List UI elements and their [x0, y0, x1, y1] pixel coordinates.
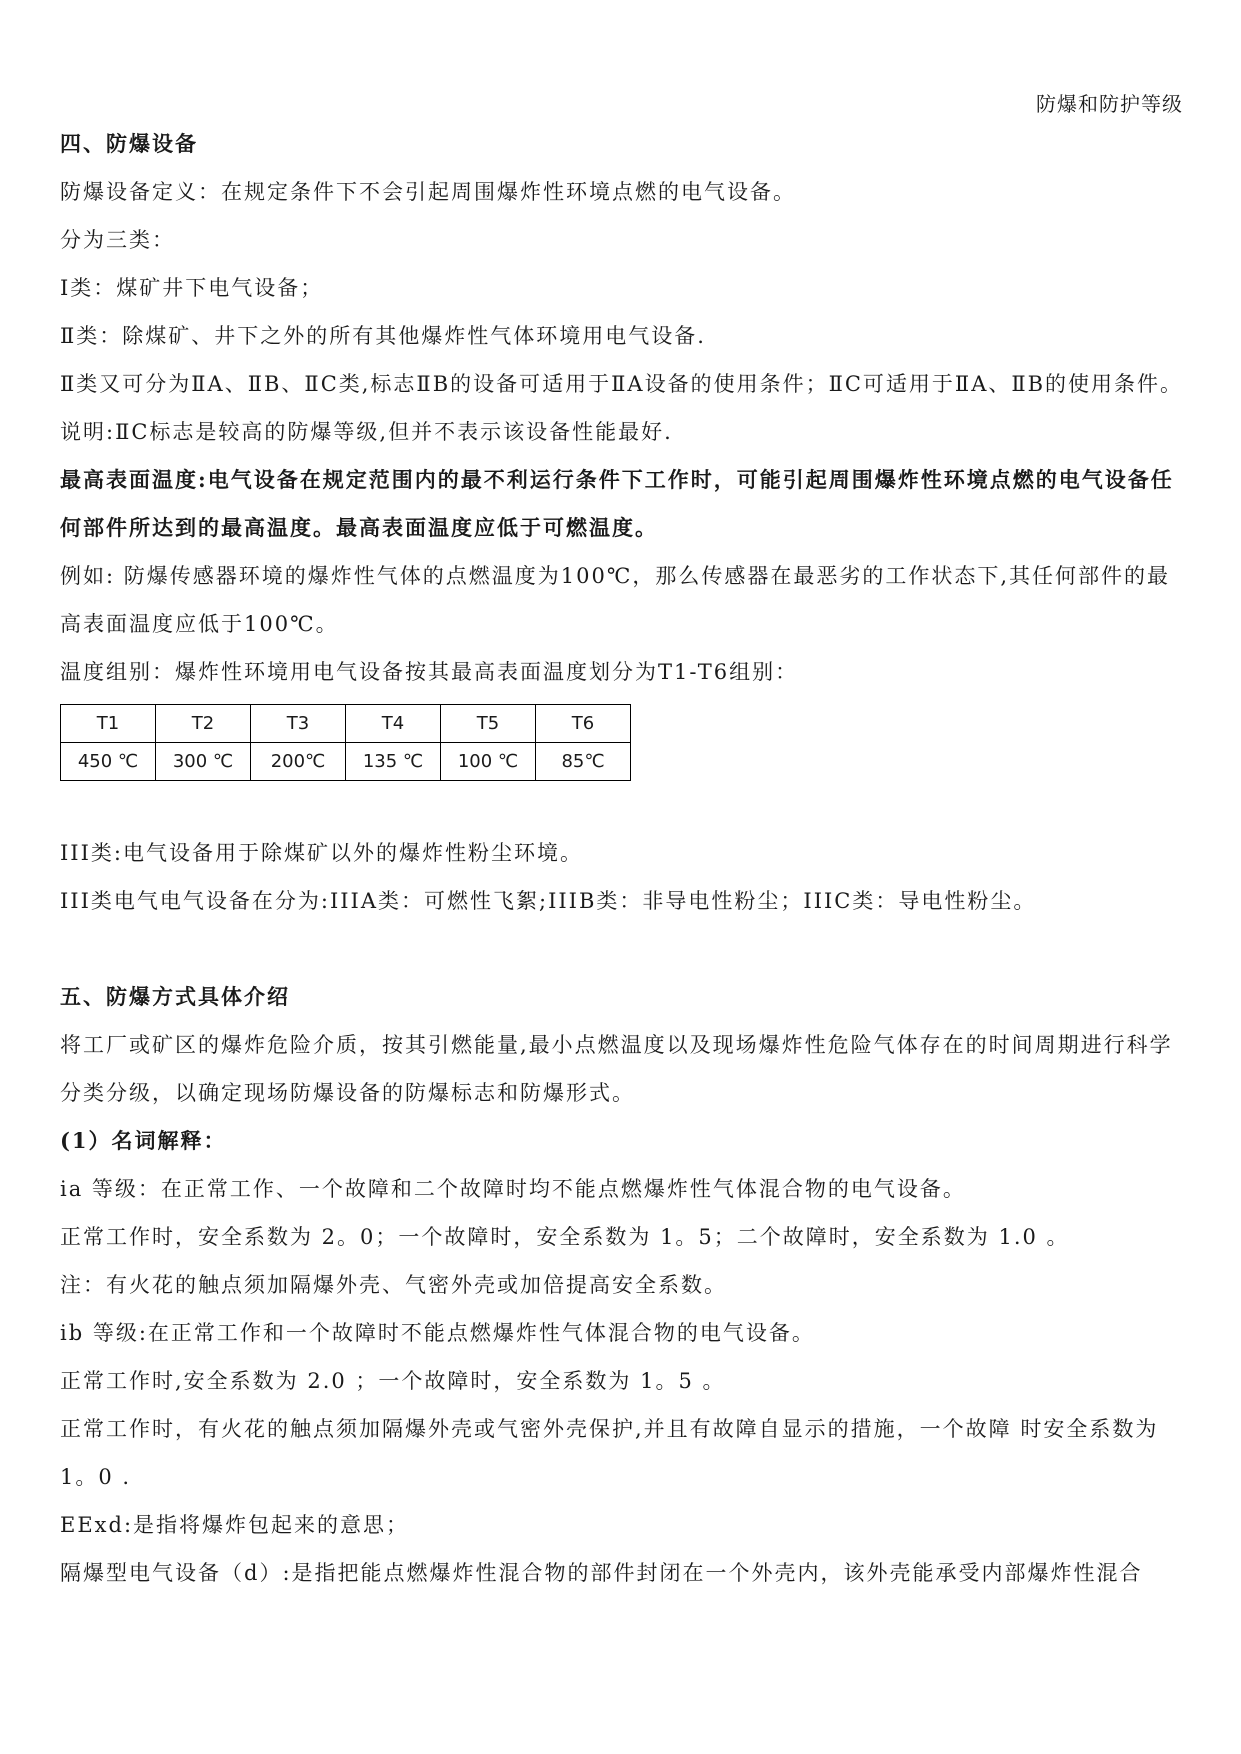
- paragraph: 说明:ⅡC标志是较高的防爆等级,但并不表示该设备性能最好.: [60, 420, 673, 444]
- table-cell: 200℃: [251, 743, 346, 781]
- temperature-group-table: [60, 704, 631, 781]
- document-body: [60, 120, 1186, 1597]
- spacer: [60, 785, 1186, 829]
- table-cell: 135 ℃: [346, 743, 441, 781]
- section-5-heading: 五、防爆方式具体介绍: [60, 984, 290, 1009]
- table-header-cell: T1: [61, 705, 156, 743]
- page-header-title: 防爆和防护等级: [1036, 92, 1183, 116]
- table-cell: 85℃: [536, 743, 631, 781]
- paragraph: 隔爆型电气设备（d）:是指把能点燃爆炸性混合物的部件封闭在一个外壳内，该外壳能承受内部爆炸性混合: [60, 1561, 1143, 1585]
- paragraph: 将工厂或矿区的爆炸危险介质，按其引燃能量,最小点燃温度以及现场爆炸性危险气体存在的时间周期进行科学分类分级，以确定现场防爆设备的防爆标志和防爆形式。: [60, 1033, 1173, 1105]
- paragraph: Ⅱ类又可分为ⅡA、ⅡB、ⅡC类,标志ⅡB的设备可适用于ⅡA设备的使用条件；ⅡC可适用于ⅡA、ⅡB的使用条件。: [60, 372, 1184, 396]
- table-cell: 300 ℃: [156, 743, 251, 781]
- subheading: (1）名词解释：: [60, 1128, 227, 1153]
- paragraph: 注：有火花的触点须加隔爆外壳、气密外壳或加倍提高安全系数。: [60, 1273, 727, 1297]
- paragraph: III类:电气设备用于除煤矿以外的爆炸性粉尘环境。: [60, 841, 583, 865]
- paragraph: 正常工作时,安全系数为 2.0 ；一个故障时，安全系数为 1。5 。: [60, 1369, 726, 1393]
- table-row: [61, 743, 631, 781]
- paragraph: Ⅱ类：除煤矿、井下之外的所有其他爆炸性气体环境用电气设备.: [60, 324, 706, 348]
- bold-paragraph: 最高表面温度:电气设备在规定范围内的最不利运行条件下工作时，可能引起周围爆炸性环境点燃的电气设备任何部件所达到的最高温度。最高表面温度应低于可燃温度。: [60, 467, 1174, 540]
- paragraph: 防爆设备定义：在规定条件下不会引起周围爆炸性环境点燃的电气设备。: [60, 180, 796, 204]
- paragraph: 温度组别：爆炸性环境用电气设备按其最高表面温度划分为T1-T6组别：: [60, 660, 799, 684]
- table-header-cell: T3: [251, 705, 346, 743]
- table-header-cell: T6: [536, 705, 631, 743]
- section-4-heading: 四、防爆设备: [60, 131, 198, 156]
- paragraph: ib 等级:在正常工作和一个故障时不能点燃爆炸性气体混合物的电气设备。: [60, 1321, 815, 1345]
- table-header-cell: T4: [346, 705, 441, 743]
- paragraph: EExd:是指将爆炸包起来的意思；: [60, 1513, 410, 1537]
- paragraph: Ⅰ类：煤矿井下电气设备；: [60, 276, 324, 300]
- paragraph: 正常工作时，安全系数为 2。0；一个故障时，安全系数为 1。5；二个故障时，安全系数为 1.0 。: [60, 1225, 1070, 1249]
- table-cell: 450 ℃: [61, 743, 156, 781]
- paragraph: ia 等级：在正常工作、一个故障和二个故障时均不能点燃爆炸性气体混合物的电气设备。: [60, 1177, 966, 1201]
- spacer: [60, 925, 1186, 973]
- paragraph: 例如: 防爆传感器环境的爆炸性气体的点燃温度为100℃，那么传感器在最恶劣的工作状态下,其任何部件的最高表面温度应低于100℃。: [60, 564, 1170, 636]
- table-header-cell: T2: [156, 705, 251, 743]
- paragraph: III类电气电气设备在分为:IIIA类：可燃性飞絮;IIIB类：非导电性粉尘；IIIC类：导电性粉尘。: [60, 889, 1037, 913]
- paragraph: 正常工作时，有火花的触点须加隔爆外壳或气密外壳保护,并且有故障自显示的措施，一个故障 时安全系数为 1。0 .: [60, 1417, 1159, 1489]
- table-header-row: [61, 705, 631, 743]
- table-header-cell: T5: [441, 705, 536, 743]
- table-cell: 100 ℃: [441, 743, 536, 781]
- paragraph: 分为三类：: [60, 228, 175, 252]
